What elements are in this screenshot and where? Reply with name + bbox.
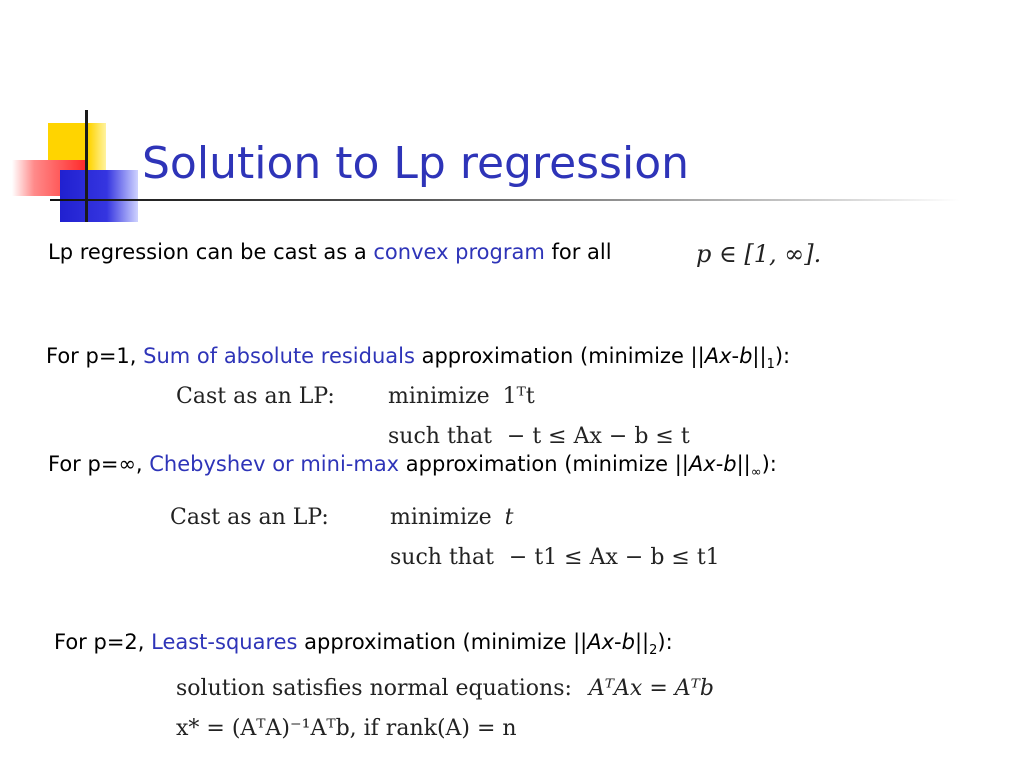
title-underline	[50, 199, 960, 201]
pinf-prefix: For p=∞,	[48, 452, 150, 476]
p1-objective	[388, 384, 535, 409]
p1-heading	[46, 344, 790, 372]
pinf-objective	[390, 505, 513, 530]
p1-constraint-expr: − t ≤ Ax − b ≤ t	[506, 424, 690, 449]
p2-norm-subscript: 2	[649, 643, 658, 659]
p1-ax: Ax	[704, 344, 732, 368]
p1-method-term: Sum of absolute residuals	[143, 344, 415, 368]
intro-text-after: for all	[544, 240, 612, 264]
p2-method-term: Least-squares	[151, 630, 298, 654]
pinf-norm-close: ||	[736, 452, 751, 476]
pinf-constraint-word: such that	[390, 545, 494, 570]
pinf-approx-text: approximation (minimize ||	[399, 452, 689, 476]
pinf-norm-subscript: ∞	[750, 465, 762, 481]
p1-b: b	[739, 344, 753, 368]
p2-end: ):	[657, 630, 673, 654]
pinf-heading	[48, 452, 777, 480]
p2-prefix: For p=2,	[54, 630, 152, 654]
pinf-objective-word: minimize	[390, 505, 492, 530]
p2-b: b	[621, 630, 635, 654]
p2-norm-close: ||	[634, 630, 650, 654]
p1-constraint	[388, 424, 690, 449]
p1-end: ):	[774, 344, 791, 368]
pinf-constraint-expr: − t1 ≤ Ax − b ≤ t1	[508, 545, 720, 570]
p1-approx-text: approximation (minimize ||	[414, 344, 705, 368]
slide-title: Solution to Lp regression	[142, 138, 690, 189]
p1-constraint-word: such that	[388, 424, 492, 449]
pinf-objective-expr: t	[504, 505, 514, 530]
title-ornament-vertical-line	[85, 110, 88, 222]
p2-heading	[54, 630, 673, 658]
p2-normal-equations	[176, 676, 714, 701]
p2-minus: -	[614, 630, 622, 654]
p1-minus: -	[731, 344, 740, 368]
p1-prefix: For p=1,	[46, 344, 144, 368]
p2-normal-eq-expr: AᵀAx = Aᵀb	[588, 676, 714, 701]
p-range-formula: p ∈ [1, ∞].	[696, 240, 822, 268]
pinf-method-term: Chebyshev or mini-max	[149, 452, 400, 476]
pinf-b: b	[723, 452, 737, 476]
intro-text	[48, 240, 612, 264]
pinf-lp-label: Cast as an LP:	[170, 505, 329, 530]
intro-text-before: Lp regression can be cast as a	[48, 240, 374, 264]
p1-norm-subscript: 1	[766, 357, 775, 373]
pinf-ax: Ax	[688, 452, 716, 476]
p1-lp-label: Cast as an LP:	[176, 384, 335, 409]
title-ornament-blue-square	[60, 170, 138, 222]
pinf-end: ):	[761, 452, 777, 476]
p1-objective-word: minimize	[388, 384, 490, 409]
pinf-constraint	[390, 545, 720, 570]
p1-objective-expr: 1ᵀt	[502, 384, 535, 409]
pinf-minus: -	[715, 452, 724, 476]
p1-norm-close: ||	[752, 344, 767, 368]
p2-solution-formula: x* = (AᵀA)⁻¹Aᵀb, if rank(A) = n	[176, 716, 517, 741]
p2-approx-text: approximation (minimize ||	[297, 630, 588, 654]
convex-program-term: convex program	[373, 240, 545, 264]
p2-ax: Ax	[587, 630, 615, 654]
p2-normal-eq-label: solution satisfies normal equations:	[176, 676, 572, 701]
